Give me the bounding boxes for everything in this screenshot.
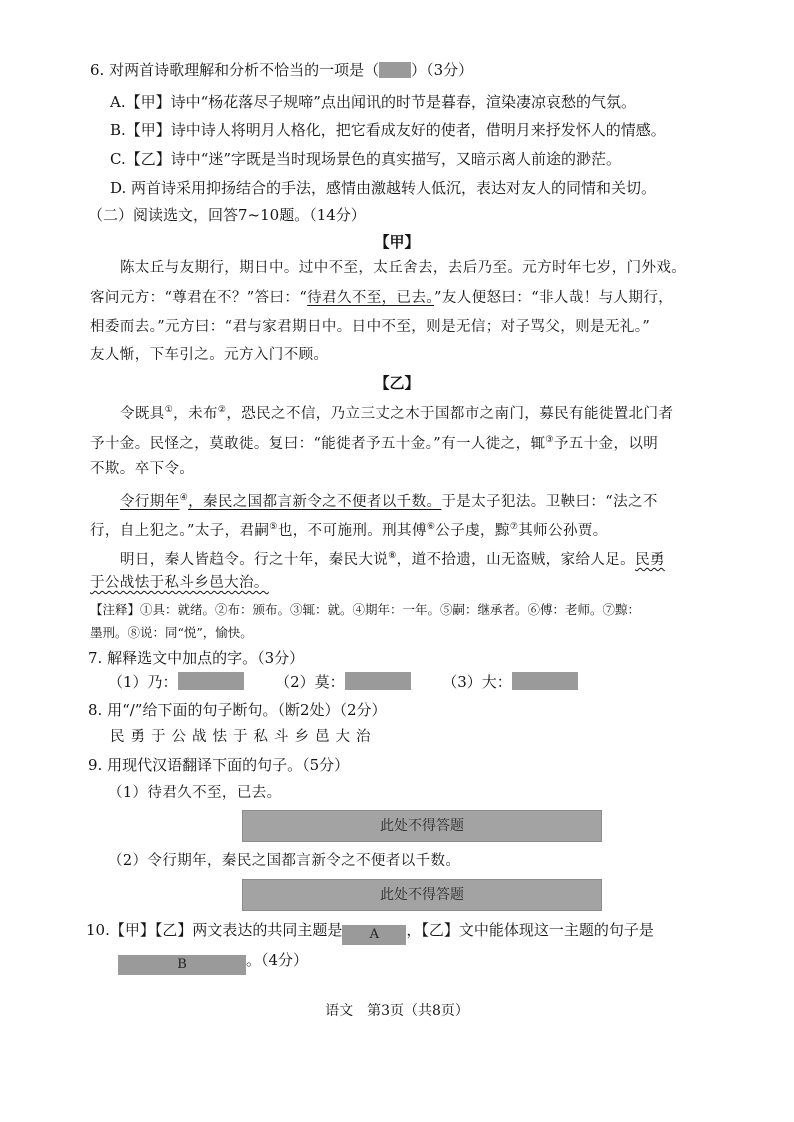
- passage-yi-line-3: 不欺。卒下令。: [90, 461, 195, 477]
- answer-redaction-box: [178, 672, 244, 690]
- passage-yi-line-1: 令既具①，未布②，恐民之不信，乃立三丈之木于国都市之南门，募民有能徙置北门者: [120, 405, 674, 422]
- q9-stem: 9. 用现代汉语翻译下面的句子。（5分）: [88, 756, 350, 774]
- q6-option-c: C.【乙】诗中“迷”字既是当时现场景色的真实描写，又暗示离人前途的渺茫。: [110, 150, 622, 168]
- q9-sentence-1: （1）待君久不至，已去。: [108, 785, 282, 801]
- passage-jia-line-1: 陈太丘与友期行，期日中。过中不至，太丘舍去，去后乃至。元方时年七岁，门外戏。: [120, 260, 687, 276]
- answer-redaction-box: [345, 672, 411, 690]
- wavy-underlined-sentence: 民勇: [635, 551, 665, 568]
- passage-yi-line-6: 明日，秦人皆趋令。行之十年，秦民大说⑧，道不拾遗，山无盗贼，家给人足。民勇: [120, 551, 665, 568]
- passage-yi-line-7: [90, 573, 269, 593]
- answer-redaction-box: [379, 62, 411, 78]
- q6-option-a: A.【甲】诗中“杨花落尽子规啼”点出闻讯的时节是暮春，渲染凄凉哀愁的气氛。: [110, 93, 636, 111]
- answer-redaction-box: [512, 672, 578, 690]
- q7-stem: 7. 解释选文中加点的字。（3分）: [88, 649, 305, 667]
- passage-yi-title: 【乙】: [374, 374, 420, 392]
- underlined-sentence: ，秦民之国都言新令之不便者以千数。: [188, 493, 442, 510]
- q8-stem: 8. 用“/”给下面的句子断句。（断2处）（2分）: [88, 701, 387, 719]
- no-answer-bar: 此处不得答题: [242, 810, 602, 842]
- q10-stem-line-1: 10.【甲】【乙】两文表达的共同主题是 A ，【乙】文中能体现这一主题的句子是: [86, 920, 654, 945]
- passage-jia-line-3: 相委而去。”元方曰：“君与家君期日中。日中不至，则是无信；对子骂父，则是无礼。”: [90, 319, 651, 335]
- passage-jia-line-2: 客问元方：“尊君在不？”答曰：“待君久不至，已去。”友人便怒曰：“非人哉！与人期行，: [90, 290, 674, 306]
- q9-sentence-2: （2）令行期年，秦民之国都言新令之不便者以千数。: [108, 853, 461, 869]
- no-answer-bar: 此处不得答题: [242, 879, 602, 911]
- answer-box-a: A: [342, 925, 406, 945]
- passage-jia-title: 【甲】: [374, 233, 420, 251]
- section-heading: （二）阅读选文，回答7~10题。（14分）: [88, 206, 366, 224]
- passage-yi-line-2: 予十金。民怪之，莫敢徙。复曰：“能徙者予五十金。”有一人徙之，辄③予五十金，以明: [90, 435, 659, 452]
- passage-jia-line-4: 友人惭，下车引之。元方入门不顾。: [90, 347, 329, 363]
- q8-sentence: 民勇于公战怯于私斗乡邑大治: [110, 729, 377, 745]
- answer-box-b: B: [118, 955, 246, 975]
- q7-parts: （1）乃： （2）莫： （3）大：: [108, 672, 578, 692]
- passage-yi-line-5: 行，自上犯之。”太子，君嗣⑤也，不可施刑。刑其傅⑥公子虔，黥⑦其师公孙贾。: [90, 522, 608, 539]
- underlined-sentence: 待君久不至，已去。: [307, 290, 434, 306]
- q6-option-d: D. 两首诗采用抑扬结合的手法，感情由激越转人低沉，表达对友人的同情和关切。: [110, 179, 657, 197]
- q10-stem-line-2: B 。（4分）: [118, 950, 308, 975]
- q6-stem: 6. 对两首诗歌理解和分析不恰当的一项是（ ）（3分）: [90, 61, 474, 79]
- wavy-underlined-sentence: 于公战怯于私斗乡邑大治。: [90, 575, 269, 591]
- passage-yi-line-4: 令行期年④，秦民之国都言新令之不便者以千数。于是太子犯法。卫鞅曰：“法之不: [120, 493, 658, 510]
- annotation-line-1: 【注释】①具：就绪。②布：颁布。③辄：就。④期年：一年。⑤嗣：继承者。⑥傅：老师。⑦黥：: [90, 602, 641, 617]
- page-footer: 语文 第3页（共8页）: [325, 1003, 469, 1019]
- q6-option-b: B.【甲】诗中诗人将明月人格化，把它看成友好的使者，借明月来抒发怀人的情感。: [110, 121, 666, 139]
- annotation-line-2: 墨刑。⑧说：同“悦”，愉快。: [90, 625, 253, 640]
